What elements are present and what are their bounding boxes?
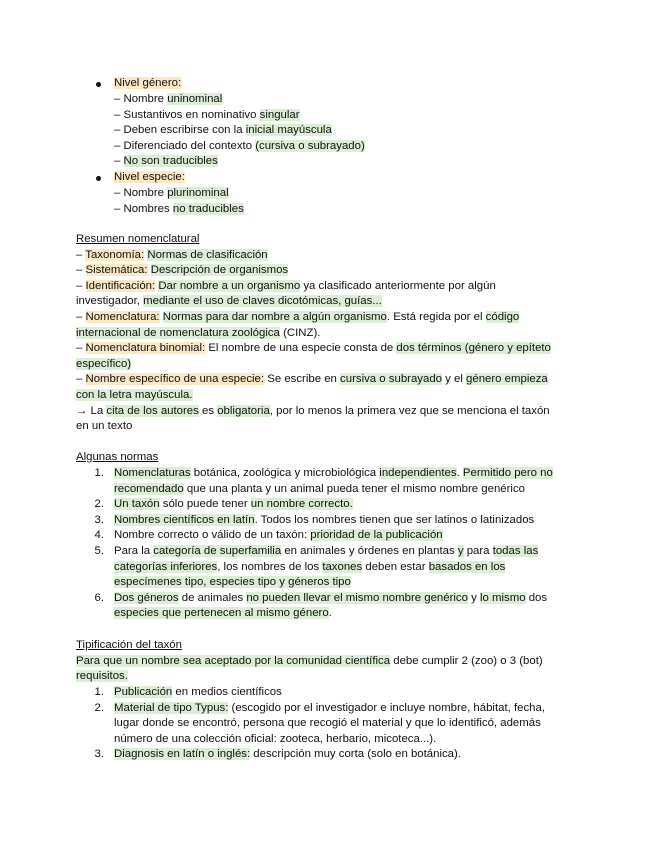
text-span: , los nombres de los [217,560,323,573]
genero-heading-text: Nivel género: [114,77,182,89]
resumen-line [76,388,576,404]
list-item [92,685,582,701]
text-span: debe cumplir 2 (zoo) o 3 (bot) [390,654,543,667]
text-span: (escogido por el investigador e incluye nombre, hábitat, fecha, [228,701,545,714]
text-span: ya clasificado anteriormente por algún [300,279,496,292]
sub-item [114,108,365,124]
sub-item [114,202,244,218]
tipificacion-line [76,669,576,685]
text-span: Permitido pero no [462,467,553,479]
text-span: Descripción de organismos [150,264,289,277]
text-span: Material de tipo Typus: [114,701,229,714]
tipificacion-title: Tipificación del taxón [76,639,182,651]
text-span: 3. [94,748,104,761]
text-span: taxones [322,560,363,573]
text-span: obligatoria [217,404,270,417]
text-span: . [328,607,332,620]
text-span: Dar nombre a un organismo [158,279,301,292]
list-item-cont [92,575,582,591]
text-span: 6. [94,591,104,604]
text-span: todas las [492,544,539,557]
text-span: – [76,342,86,355]
resumen-line [76,310,576,326]
text-span: Dos géneros [114,591,179,604]
text-span: – [76,373,86,386]
text-span: Taxonomía: [85,248,145,261]
text-span: plurinominal [167,187,229,199]
text-span: – Nombres [114,202,173,215]
text-span: es [198,404,218,417]
text-span: Nomenclatura: [85,310,160,323]
resumen-line [76,263,576,279]
text-span: Normas de clasificación [147,248,268,261]
text-span: en medios científicos [172,686,282,698]
text-span: categoría de superfamilia [153,544,282,557]
text-span: Nombre específico de una especie: [85,373,265,386]
list-item-cont [92,732,582,748]
text-span: El nombre de una especie consta de [205,342,397,355]
text-span: (CINZ). [279,326,321,339]
text-span: en un texto [76,420,133,433]
text-span: . [456,467,463,479]
list-item [92,701,582,717]
list-item [92,591,582,607]
text-span: . Todos los nombres tienen que ser latinos o latinizados [254,513,535,526]
resumen-line [76,279,576,295]
text-span: 1. [94,686,104,698]
resumen-line [76,419,576,435]
list-item [92,544,582,560]
resumen-line [76,341,576,357]
sub-item [114,123,365,139]
text-span: . Está regida por el [386,310,486,323]
text-span: Nombres científicos en latín [114,513,255,526]
text-span: → La [76,404,107,417]
text-span: cursiva o subrayado [340,373,442,386]
list-item [92,466,582,482]
text-span: – [76,264,86,277]
sub-item [114,139,365,155]
list-item-cont [92,606,582,622]
tipificacion-section [76,638,576,685]
resumen-section [76,232,576,435]
text-span: un nombre correcto. [250,498,353,511]
text-span: deben estar [362,560,429,573]
text-span: no pueden llevar el mismo nombre genérico [246,591,468,604]
text-span: 2. [94,701,104,714]
text-span: que una planta y un animal pueda tener el mismo nombre genérico [183,482,525,495]
text-span: género empieza [466,373,548,386]
text-span: Normas para dar nombre a algún organismo [162,310,387,323]
text-span: Nomenclatura binomial: [85,342,206,355]
text-span: categorías inferiores [114,560,218,573]
text-span: código [485,310,520,323]
text-span: de animales [178,591,247,604]
text-span: 3. [94,513,104,526]
genero-heading [114,76,181,92]
text-span: 5. [94,544,104,557]
text-span: dos términos (género y epíteto [396,342,551,355]
text-span: uninominal [167,93,223,105]
resumen-line [76,248,576,264]
text-span: 1. [94,467,104,479]
text-span: (cursiva o subrayado) [255,139,365,152]
text-span: 4. [94,529,104,542]
text-span: Un taxón [114,498,160,511]
text-span: específico) [76,357,132,370]
normas-title: Algunas normas [76,451,159,463]
text-span: internacional de nomenclatura zoológica [76,326,280,339]
text-span: Para que un nombre sea aceptado por la comunidad científica [76,654,391,667]
text-span: , por lo menos la primera vez que se menciona el taxón [269,404,550,417]
text-span: investigador, [76,295,144,308]
text-span: – [76,248,86,261]
resumen-line [76,357,576,373]
text-span: especies que pertenecen al mismo género [114,607,329,620]
text-span: – Nombre [114,187,168,199]
text-span: para [463,544,493,557]
resumen-line [76,372,576,388]
text-span: botánica, zoológica y microbiológica [190,467,380,479]
text-span: lo mismo [479,591,526,604]
list-item [92,528,582,544]
text-span: requisitos. [76,670,128,683]
text-span: singular [259,108,300,121]
normas-section [76,450,576,466]
text-span: – Deben escribirse con la [114,124,246,137]
text-span: Se escribe en [264,373,341,386]
text-span: cita de los autores [106,404,199,417]
text-span: recomendado [114,482,184,495]
list-item-cont [92,482,582,498]
text-span: Para la [114,544,154,557]
text-span: especímenes tipo, especies tipo y géneros tipo [114,576,351,589]
bullet-icon [96,172,104,180]
especie-list [114,186,244,217]
text-span: y el [441,373,467,386]
sub-item [114,154,365,170]
sub-item [114,92,365,108]
normas-list [92,466,582,622]
tipificacion-line [76,654,576,670]
text-span: mediante el uso de claves dicotómicas, guías... [143,295,382,308]
text-span: Diagnosis en latín o inglés: [114,748,251,761]
text-span: independientes [379,467,457,479]
sub-item [114,186,244,202]
text-span: y [467,591,480,604]
text-span: lugar donde se encontró, persona que recogió el material y que lo identificó, además [114,717,541,730]
text-span: Nombre correcto o válido de un taxón: [114,529,311,542]
text-span: – Sustantivos en nominativo [114,108,260,121]
resumen-title: Resumen nomenclatural [76,233,200,245]
list-item [92,513,582,529]
text-span: Identificación: [85,279,156,292]
genero-list [114,92,365,170]
text-span: – [114,155,124,168]
text-span: – [76,279,86,292]
especie-heading-text: Nivel especie: [114,171,185,183]
text-span: Sistemática: [85,264,148,277]
text-span: basados en los [428,560,506,573]
tipificacion-list [92,685,582,763]
text-span: prioridad de la publicación [310,529,443,542]
text-span: en animales y órdenes en plantas [281,544,458,557]
text-span: – [76,310,86,323]
text-span: no traducibles [172,202,244,215]
resumen-line [76,326,576,342]
list-item-cont [92,560,582,576]
resumen-line [76,294,576,310]
list-item-cont [92,716,582,732]
list-item [92,747,582,763]
text-span: – Nombre [114,93,168,105]
text-span: inicial mayúscula [245,124,332,137]
text-span: 2. [94,498,104,511]
text-span: número de una colección oficial: zooteca, herbario, micoteca...). [114,732,437,745]
especie-heading [114,170,185,186]
text-span: con la letra mayúscula. [76,388,193,401]
text-span: Publicación [114,686,173,698]
list-item [92,497,582,513]
text-span: dos [525,591,548,604]
text-span: y [457,544,464,557]
text-span: – Diferenciado del contexto [114,139,256,152]
text-span: sólo puede tener [159,498,251,511]
text-span: No son traducibles [123,155,218,168]
bullet-icon [96,78,104,86]
text-span: descripción muy corta (solo en botánica). [250,748,461,761]
text-span: Nomenclaturas [114,467,191,479]
resumen-line [76,404,576,420]
